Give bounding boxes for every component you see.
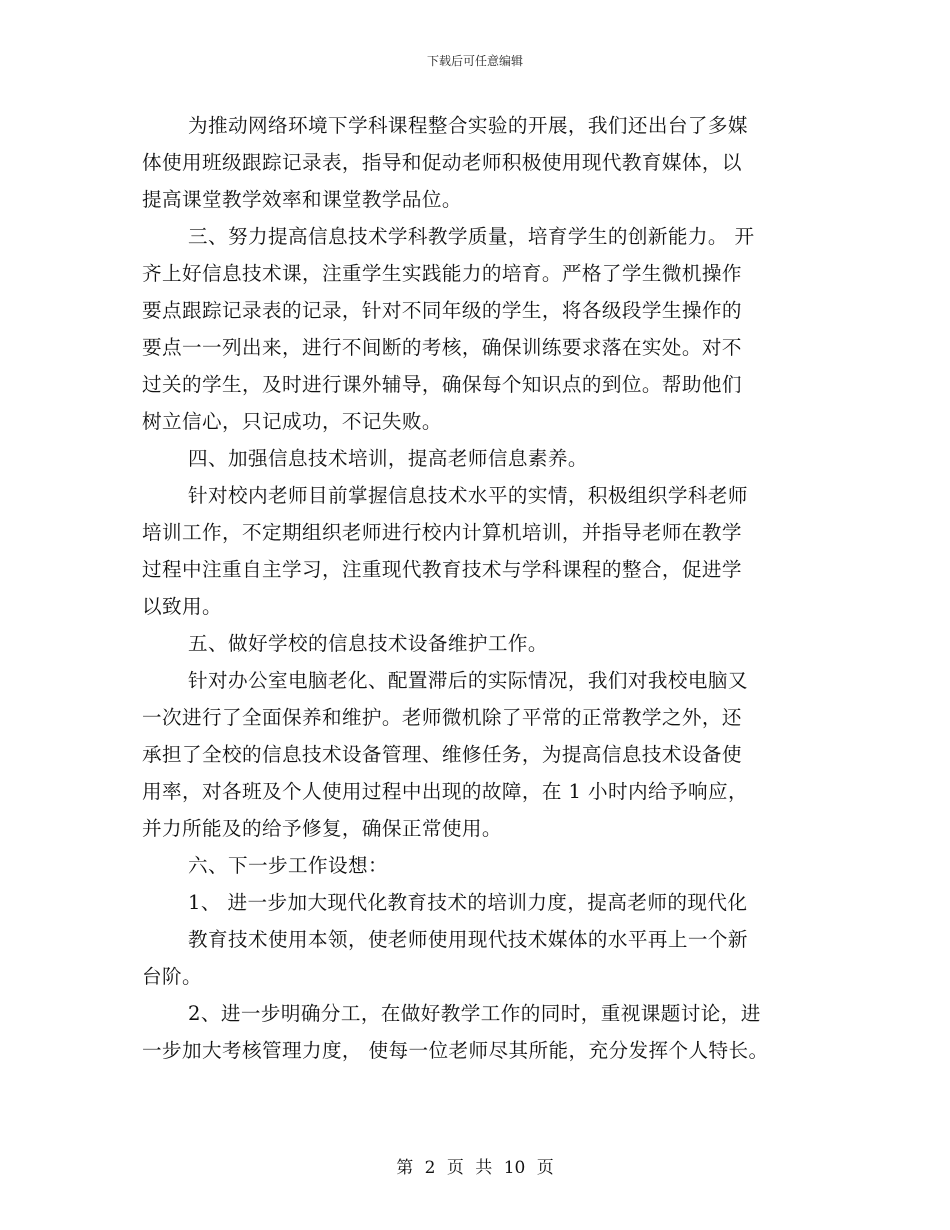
body-line: 针对办公室电脑老化、配置滞后的实际情况，我们对我校电脑又 bbox=[188, 669, 748, 692]
body-line: 过程中注重自主学习，注重现代教育技术与学科课程的整合，促进学 bbox=[142, 558, 742, 581]
body-line: 一步加大考核管理力度， 使每一位老师尽其所能，充分发挥个人特长。 bbox=[142, 1039, 769, 1062]
body-line: 承担了全校的信息技术设备管理、维修任务，为提高信息技术设备使 bbox=[142, 743, 742, 766]
body-line: 为推动网络环境下学科课程整合实验的开展，我们还出台了多媒 bbox=[188, 114, 748, 137]
body-line: 培训工作，不定期组织老师进行校内计算机培训，并指导老师在教学 bbox=[142, 521, 742, 544]
body-line: 针对校内老师目前掌握信息技术水平的实情，积极组织学科老师 bbox=[188, 484, 748, 507]
body-line: 教育技术使用本领，使老师使用现代技术媒体的水平再上一个新 bbox=[188, 928, 748, 951]
body-line: 用率，对各班及个人使用过程中出现的故障，在 1 小时内给予响应， bbox=[142, 780, 748, 803]
body-line: 树立信心，只记成功，不记失败。 bbox=[142, 410, 442, 433]
body-line: 提高课堂教学效率和课堂教学品位。 bbox=[142, 188, 462, 211]
body-line: 齐上好信息技术课，注重学生实践能力的培育。严格了学生微机操作 bbox=[142, 262, 742, 285]
body-line: 要点跟踪记录表的记录，针对不同年级的学生，将各级段学生操作的 bbox=[142, 299, 742, 322]
page-number-footer: 第 2 页 共 10 页 bbox=[396, 1158, 554, 1178]
body-line: 四、加强信息技术培训，提高老师信息素养。 bbox=[188, 447, 588, 470]
body-line: 体使用班级跟踪记录表，指导和促动老师积极使用现代教育媒体，以 bbox=[142, 151, 742, 174]
body-line: 并力所能及的给予修复，确保正常使用。 bbox=[142, 817, 502, 840]
body-line: 2、进一步明确分工，在做好教学工作的同时，重视课题讨论，进 bbox=[188, 1002, 761, 1025]
body-line: 三、努力提高信息技术学科教学质量，培育学生的创新能力。 开 bbox=[188, 225, 755, 248]
body-line: 过关的学生，及时进行课外辅导，确保每个知识点的到位。帮助他们 bbox=[142, 373, 742, 396]
body-line: 六、下一步工作设想： bbox=[188, 854, 388, 877]
body-line: 台阶。 bbox=[142, 965, 202, 988]
body-line: 1、 进一步加大现代化教育技术的培训力度，提高老师的现代化 bbox=[188, 891, 748, 914]
body-line: 要点一一列出来，进行不间断的考核，确保训练要求落在实处。对不 bbox=[142, 336, 742, 359]
page-header-note: 下载后可任意编辑 bbox=[426, 54, 523, 68]
body-line: 以致用。 bbox=[142, 595, 222, 618]
body-line: 五、做好学校的信息技术设备维护工作。 bbox=[188, 632, 548, 655]
body-line: 一次进行了全面保养和维护。老师微机除了平常的正常教学之外，还 bbox=[142, 706, 742, 729]
